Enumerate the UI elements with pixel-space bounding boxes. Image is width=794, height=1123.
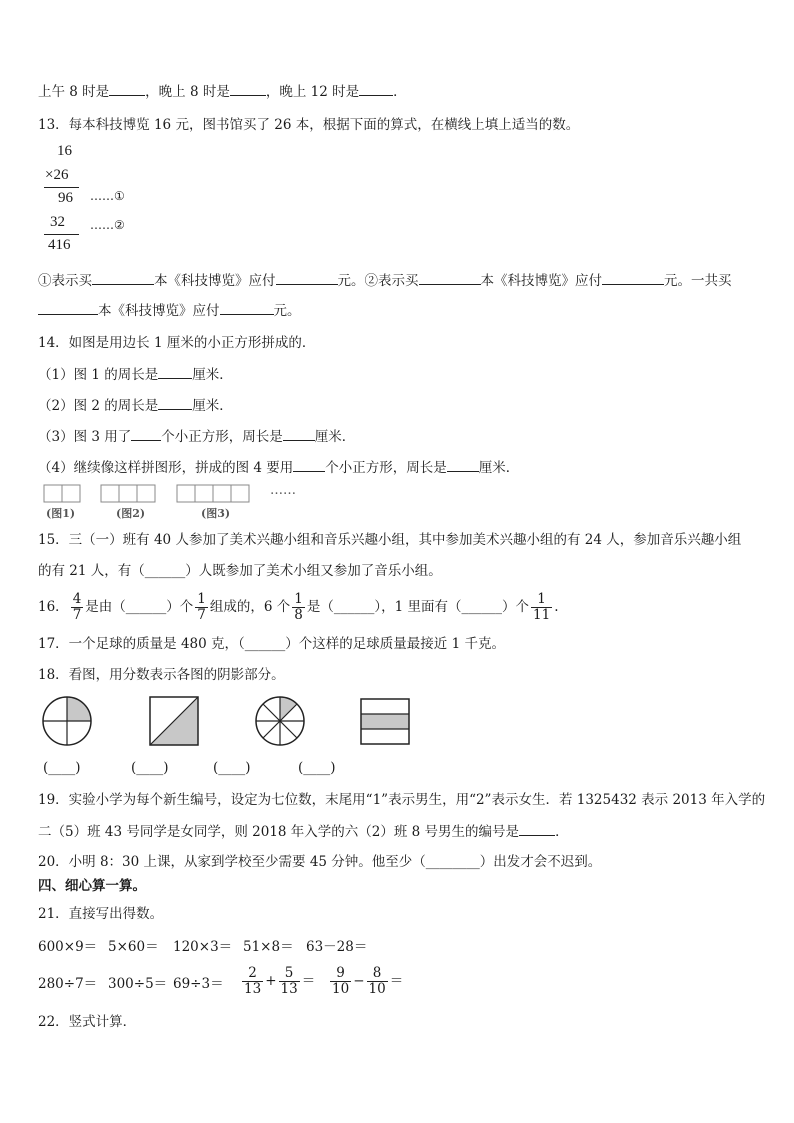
fig2-caption: (图2)	[116, 507, 146, 520]
calc-item: 300÷5＝	[108, 976, 168, 992]
calc-row-2: ×26	[45, 167, 69, 183]
calc-item: 600×9＝	[38, 939, 98, 955]
q17-line: 17．一个足球的质量是 480 克，（______）个这样的足球质量最接近 1 千克。	[38, 636, 505, 652]
answer-blank[interactable]	[519, 821, 555, 836]
q20-line: 20．小明 8：30 上课，从家到学校至少需要 45 分钟。他至少（________）出发才会不迟到。	[38, 854, 602, 870]
fraction: $\frac{9}{10}$	[332, 965, 350, 997]
q14-part-1: （1）图 1 的周长是 厘米．	[38, 364, 233, 385]
q12-line: 上午 8 时是 ，晚上 8 时是 ，晚上 12 时是 ．	[38, 81, 407, 102]
answer-paren[interactable]: (____)	[131, 760, 169, 776]
q22-stem: 22．竖式计算．	[38, 1014, 137, 1030]
calc-item: 69÷3＝	[173, 976, 224, 992]
calc-row-3: 96	[58, 190, 73, 206]
fraction: $\frac{1}{11}$	[533, 591, 551, 623]
q13-answer-line-2: 本《科技博览》应付 元。	[38, 300, 301, 321]
calc-row-5: 416	[48, 237, 71, 253]
q14-part-3: （3）图 3 用了 个小正方形，周长是 厘米．	[38, 426, 355, 447]
fraction-expression: $\frac{9}{10}$ − $\frac{8}{10}$ ＝	[332, 965, 404, 997]
section-title: 四、细心算一算。	[38, 878, 146, 894]
q15-line-1: 15．三（一）班有 40 人参加了美术兴趣小组和音乐兴趣小组，其中参加美术兴趣小组的有 24 人，参加音乐兴趣小组	[38, 532, 742, 548]
fraction: $\frac{2}{13}$	[244, 965, 262, 997]
q21-stem: 21．直接写出得数。	[38, 906, 164, 922]
fraction: $\frac{5}{13}$	[280, 965, 298, 997]
square-diagonal	[150, 697, 198, 745]
answer-paren[interactable]: (____)	[43, 760, 81, 776]
calc-item: 51×8＝	[243, 939, 294, 955]
q19-line-2: 二（5）班 43 号同学是女同学，则 2018 年入学的六（2）班 8 号男生的编号是 ．	[38, 821, 569, 842]
fraction: $\frac{1}{7}$	[197, 591, 206, 623]
calc-item: 5×60＝	[108, 939, 159, 955]
fraction-expression: $\frac{2}{13}$ + $\frac{5}{13}$ ＝	[244, 965, 316, 997]
circle-quarters	[43, 697, 91, 745]
marker-1: ……①	[90, 189, 125, 203]
q13-answer-line-1: ①表示买 本《科技博览》应付 元。②表示买 本《科技博览》应付 元。一共买	[38, 270, 732, 291]
fraction: $\frac{4}{7}$	[72, 591, 82, 623]
circle-eighths	[256, 697, 304, 745]
answer-paren[interactable]: (____)	[298, 760, 336, 776]
fig-ellipsis: ……	[270, 483, 296, 498]
q15-line-2: 的有 21 人，有（______）人既参加了美术小组又参加了音乐小组。	[38, 563, 442, 579]
marker-2: ……②	[90, 218, 125, 232]
q14-part-2: （2）图 2 的周长是 厘米．	[38, 395, 233, 416]
q18-stem: 18．看图，用分数表示各图的阴影部分。	[38, 667, 285, 683]
fig3-caption: (图3)	[201, 507, 231, 520]
fraction: $\frac{8}{10}$	[368, 965, 386, 997]
q13-stem: 13．每本科技博览 16 元，图书馆买了 26 本，根据下面的算式，在横线上填上适当的数。	[38, 117, 580, 133]
fraction: $\frac{1}{8}$	[294, 591, 303, 623]
calc-item: 280÷7＝	[38, 976, 98, 992]
q19-line-1: 19．实验小学为每个新生编号，设定为七位数，末尾用“1”表示男生，用“2”表示女生．若 1325432 表示 2013 年入学的	[38, 792, 766, 808]
calc-row-1: 16	[57, 143, 72, 159]
fig1-caption: (图1)	[46, 507, 76, 520]
rectangle-thirds	[361, 699, 409, 744]
calc-row-4: 32	[50, 214, 65, 230]
q14-part-4: （4）继续像这样拼图形，拼成的图 4 要用 个小正方形，周长是 厘米．	[38, 457, 519, 478]
answer-paren[interactable]: (____)	[213, 760, 251, 776]
q16-line: 16． $\frac{4}{7}$ 是由（______）个 $\frac{1}{7}$ 组成的，6 个 $\frac{1}{8}$ 是（______），1 里面有（______）个 $\frac{1}{11}$ .	[38, 591, 559, 623]
calc-item: 120×3＝	[173, 939, 233, 955]
calc-item: 63－28＝	[306, 939, 368, 955]
q14-stem: 14．如图是用边长 1 厘米的小正方形拼成的．	[38, 335, 316, 351]
